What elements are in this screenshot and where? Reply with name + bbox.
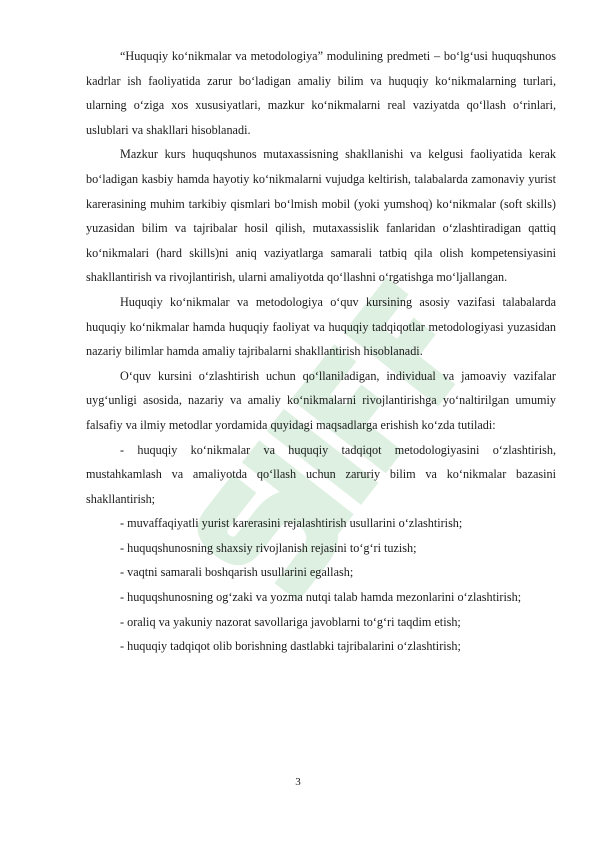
paragraph-main-task: Huquqiy ko‘nikmalar va metodologiya o‘quv kursining asosiy vazifasi talabalarda huquqiy ko‘nikmalar hamda huquqiy faoliyat va huquqiy tadqiqotlar metodologiyasi yuzasidan nazariy bilimlar hamda amaliy tajribalarni shakllantirish hisoblanadi. bbox=[86, 294, 556, 359]
list-item: - huquqiy ko‘nikmalar va huquqiy tadqiqot metodologiyasini o‘zlashtirish, mustahkamlash va amaliyotda qo‘llash uchun zaruriy bilim va ko‘nikmalar bazasini shakllantirish; bbox=[86, 442, 556, 506]
document-body bbox=[86, 44, 556, 659]
paragraph-subject: “Huquqiy ko‘nikmalar va metodologiya” modulining predmeti – bo‘lg‘usi huquqshunos kadrlar ish faoliyatida zarur bo‘ladigan amaliy bilim va huquqiy ko‘nikmalarning turlari, ularning o‘ziga xos xususiyatlari, mazkur ko‘nikmalarni real vaziyatda qo‘llash o‘rinlari, uslublari va shakllari hisoblanadi. bbox=[86, 49, 556, 137]
list-item: - huquqshunosning og‘zaki va yozma nutqi talab hamda mezonlarini o‘zlashtirish; bbox=[120, 590, 522, 605]
paragraph-goals-intro: O‘quv kursini o‘zlashtirish uchun qo‘llaniladigan, individual va jamoaviy vazifalar uyg‘unligi asosida, nazariy va amaliy ko‘nikmalarni rivojlantirishga yo‘naltirilgan umumiy falsafiy va ilmiy metodlar yordamida quyidagi maqsadlarga erishish ko‘zda tutiladi: bbox=[86, 368, 556, 432]
list-item: - muvaffaqiyatli yurist karerasini rejalashtirish usullarini o‘zlashtirish; bbox=[120, 516, 463, 531]
page-number: 3 bbox=[295, 776, 301, 788]
list-item: - huquqshunosning shaxsiy rivojlanish rejasini to‘g‘ri tuzish; bbox=[120, 540, 417, 555]
list-item: - huquqiy tadqiqot olib borishning dastlabki tajribalarini o‘zlashtirish; bbox=[120, 639, 461, 654]
list-item: - vaqtni samarali boshqarish usullarini egallash; bbox=[120, 565, 354, 580]
list-item: - oraliq va yakuniy nazorat savollariga javoblarni to‘g‘ri taqdim etish; bbox=[120, 614, 461, 629]
paragraph-course-purpose: Mazkur kurs huquqshunos mutaxassisning shakllanishi va kelgusi faoliyatida kerak bo‘ladigan kasbiy hamda hayotiy ko‘nikmalarni vujudga keltirish, talabalarda zamonaviy yurist karerasining muhim tarkibiy qismlari bo‘lmish mobil (yoki yumshoq) ko‘nikmalar (soft skills) yuzasidan bilim va tajribalar hosil qilish, mutaxassislik fanlaridan o‘zlashtiradigan qattiq ko‘nikmalari (hard skills)ni aniq vaziyatlarga samarali tatbiq qila olish kompetensiyasini shakllantirish va rivojlantirish, ularni amaliyotda qo‘llashni o‘rgatishga mo‘ljallangan. bbox=[86, 147, 556, 285]
